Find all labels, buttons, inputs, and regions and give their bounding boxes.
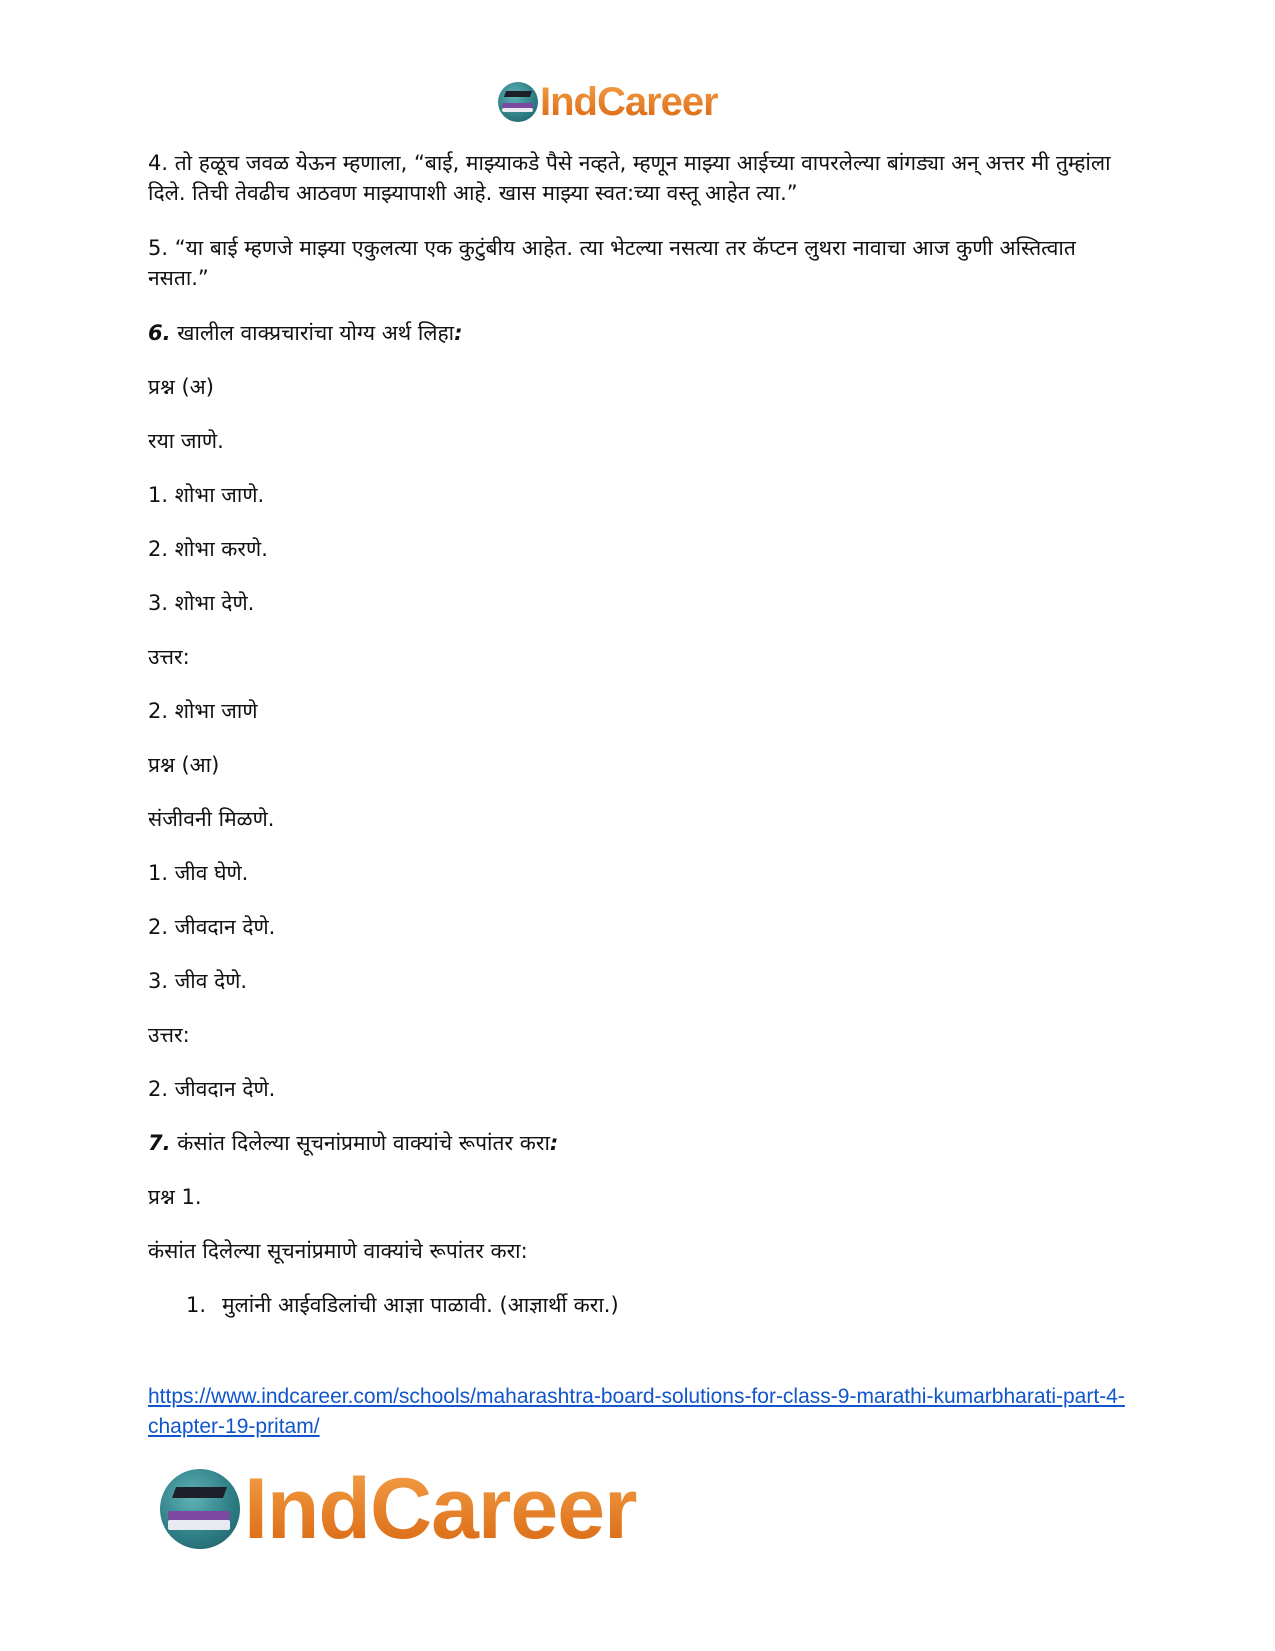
question-6-text: खालील वाक्प्रचारांचा योग्य अर्थ लिहा (170, 321, 455, 345)
question-1-instruction: कंसांत दिलेल्या सूचनांप्रमाणे वाक्यांचे रूपांतर करा: (148, 1239, 528, 1263)
question-1-label: प्रश्न 1. (148, 1185, 202, 1209)
question-7-heading (148, 1128, 1128, 1158)
question-a-option-2: 2. शोभा करणे. (148, 537, 268, 561)
question-a-option-3: 3. शोभा देणे. (148, 591, 255, 615)
question-b-option-2: 2. जीवदान देणे. (148, 915, 276, 939)
answer-label-a: उत्तर: (148, 645, 190, 669)
indcareer-logo-top (498, 80, 718, 124)
document-body (148, 148, 1128, 1320)
source-url-link[interactable]: https://www.indcareer.com/schools/maharashtra-board-solutions-for-class-9-marathi-kumarbharati-part-4-chapter-19-pritam/ (148, 1385, 1125, 1438)
question-6-colon: : (454, 321, 463, 345)
indcareer-logo-bottom (160, 1462, 637, 1556)
question-b-phrase: संजीवनी मिळणे. (148, 807, 275, 831)
brand-wordmark: IndCareer (540, 80, 718, 124)
list-item-text: मुलांनी आईवडिलांची आज्ञा पाळावी. (आज्ञार्थी करा.) (222, 1293, 619, 1317)
books-cap-icon (498, 82, 538, 122)
question-7-number: 7. (148, 1131, 171, 1155)
paragraph-5: 5. “या बाई म्हणजे माझ्या एकुलत्या एक कुटुंबीय आहेत. त्या भेटल्या नसत्या तर कॅप्टन लुथरा नावाचा आज कुणी अस्तित्वात नसता.” (148, 236, 1076, 290)
books-cap-icon (160, 1469, 240, 1549)
question-7-colon: : (549, 1131, 559, 1155)
question-a-phrase: रया जाणे. (148, 429, 224, 453)
list-item-number: 1. (186, 1293, 207, 1317)
question-b-option-1: 1. जीव घेणे. (148, 861, 249, 885)
question-b-option-3: 3. जीव देणे. (148, 969, 248, 993)
question-a-answer: 2. शोभा जाणे (148, 699, 258, 723)
paragraph-4: 4. तो हळूच जवळ येऊन म्हणाला, “बाई, माझ्याकडे पैसे नव्हते, म्हणून माझ्या आईच्या वापरलेल्या बांगड्या अन् अत्तर मी तुम्हांला दिले. तिची तेवढीच आठवण माझ्यापाशी आहे. खास माझ्या स्वत:च्या वस्तू आहेत त्या.” (148, 151, 1111, 205)
question-b-answer: 2. जीवदान देणे. (148, 1077, 276, 1101)
question-6-number: 6. (148, 321, 171, 345)
question-b-label: प्रश्न (आ) (148, 753, 220, 777)
answer-label-b: उत्तर: (148, 1023, 190, 1047)
question-6-heading (148, 318, 1128, 348)
question-a-label: प्रश्न (अ) (148, 375, 214, 399)
brand-wordmark: IndCareer (244, 1461, 637, 1557)
question-a-option-1: 1. शोभा जाणे. (148, 483, 265, 507)
list-item (148, 1290, 1128, 1320)
question-7-text: कंसांत दिलेल्या सूचनांप्रमाणे वाक्यांचे रूपांतर करा (170, 1131, 550, 1155)
